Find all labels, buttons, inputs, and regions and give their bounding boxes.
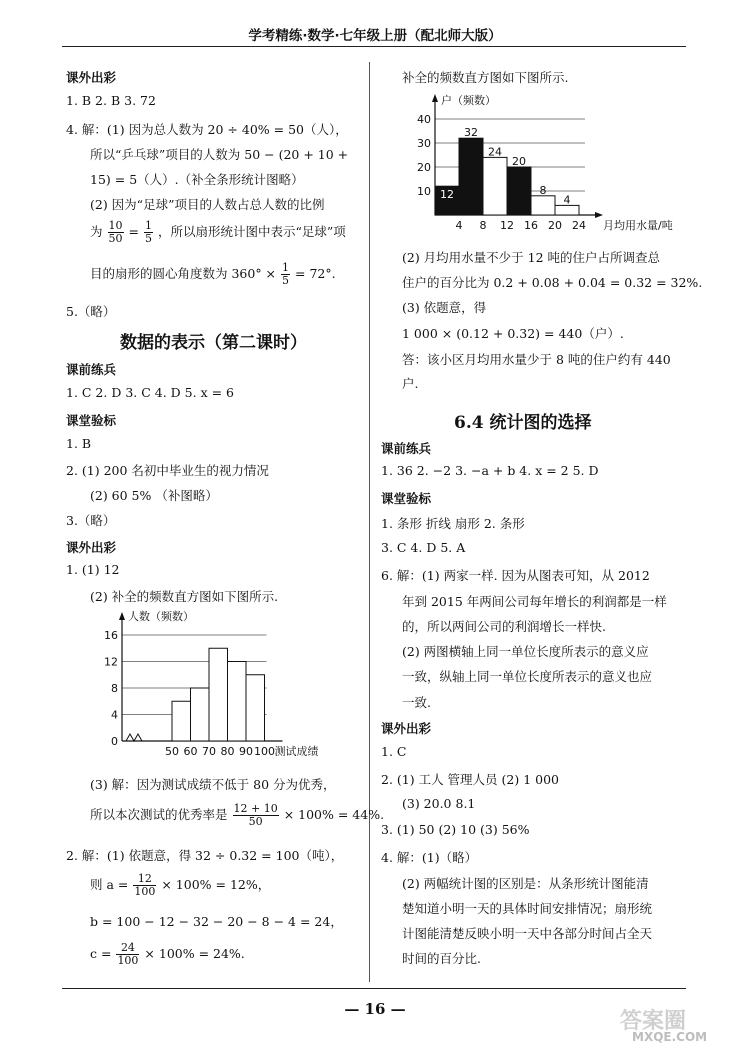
y-tick-label: 12 (104, 655, 118, 669)
section-heading: 课外出彩 (66, 70, 117, 85)
answer-line: 1. C (381, 744, 407, 759)
answer-line: 1. (1) 12 (66, 562, 120, 577)
answer-line: 所以“乒乓球”项目的人数为 50 − (20 + 10 + (90, 147, 349, 162)
histogram-bar (246, 675, 265, 741)
x-axis-arrow (595, 212, 603, 218)
answer-line: 住户的百分比为 0.2 + 0.08 + 0.04 = 0.32 = 32%. (402, 275, 703, 290)
section-title: 6.4 统计图的选择 (454, 413, 592, 433)
answer-line: 2. (1) 200 名初中毕业生的视力情况 (66, 463, 269, 478)
data-label: 8 (539, 183, 547, 197)
y-tick-label: 16 (104, 629, 118, 642)
axis-break (126, 734, 142, 741)
y-tick-label: 8 (111, 682, 118, 695)
data-label: 32 (464, 126, 478, 140)
histogram-bar (172, 701, 191, 741)
answer-line: (2) 因为“足球”项目的人数占总人数的比例 (90, 197, 325, 212)
histogram-bar (209, 648, 228, 741)
answer-line: 1. B (66, 436, 92, 451)
x-tick-label: 24 (572, 219, 586, 232)
answer-line: (2) 60 5% （补图略） (90, 488, 218, 503)
x-tick-label: 16 (524, 219, 538, 232)
answer-line: 1. 条形 折线 扇形 2. 条形 (381, 516, 525, 531)
y-tick-label: 10 (417, 185, 431, 198)
fraction: $\frac{1}{5}$ (282, 261, 290, 287)
answer-line: 1. B 2. B 3. 72 (66, 93, 156, 108)
answer-line: 15) = 5（人）.（补全条形统计图略） (90, 172, 304, 187)
histogram-bar (483, 157, 507, 215)
y-axis-arrow (432, 94, 438, 102)
y-tick-label: 20 (417, 161, 431, 174)
fraction: $\frac{12 + 10}{50}$ (233, 802, 278, 828)
page-number: — 16 — (344, 1000, 406, 1018)
answer-line: 1. C 2. D 3. C 4. D 5. x = 6 (66, 385, 234, 400)
x-tick-label: 90 (239, 745, 253, 756)
histogram-bar (555, 205, 579, 215)
x-tick-label: 50 (165, 745, 179, 756)
x-tick-label: 70 (202, 745, 216, 756)
x-axis-label: 测试成绩 (274, 745, 319, 756)
answer-line: 户. (402, 376, 419, 391)
section-heading: 课外出彩 (381, 721, 432, 736)
answer-line: (2) 两幅统计图的区别是：从条形统计图能清 (402, 876, 649, 891)
watermark-logo: 答案圈 (620, 1009, 687, 1034)
answer-line: 楚知道小明一天的具体时间安排情况；扇形统 (402, 901, 653, 916)
answer-line: 一致，纵轴上同一单位长度所表示的意义也应 (402, 669, 653, 684)
x-tick-label: 12 (500, 219, 514, 232)
answer-line: 3. (1) 50 (2) 10 (3) 56% (381, 822, 530, 837)
answer-line-fraction: 目的扇形的圆心角度数为 360° × $\frac{1}{5}$ = 72°. (90, 261, 336, 287)
x-tick-label: 4 (455, 219, 463, 232)
data-label: 20 (512, 155, 526, 168)
answer-line: (2) 两图横轴上同一单位长度所表示的意义应 (402, 644, 649, 659)
answer-line: 4. 解：(1) 因为总人数为 20 ÷ 40% = 50（人）， (66, 122, 348, 137)
answer-line: 1 000 × (0.12 + 0.32) = 440（户）. (402, 326, 624, 341)
y-axis-arrow (119, 612, 125, 620)
y-tick-label: 4 (111, 708, 118, 722)
answer-line: (2) 补全的频数直方图如下图所示. (90, 589, 279, 604)
answer-line: (2) 月均用水量不少于 12 吨的住户占所调查总 (402, 250, 661, 265)
answer-line: 年到 2015 年两间公司每年增长的利润都是一样 (402, 594, 667, 609)
histogram-water-usage (405, 90, 690, 240)
answer-line: 答：该小区月均用水量少于 8 吨的住户约有 440 (402, 352, 671, 367)
histogram-bar (459, 138, 483, 215)
page-header: 学考精练·数学·七年级上册（配北师大版） (248, 28, 502, 44)
x-tick-label: 80 (220, 745, 235, 756)
y-tick-label: 40 (417, 113, 431, 126)
answer-line-fraction: 则 a = $\frac{12}{100}$ × 100% = 12%， (90, 872, 271, 898)
answer-line: 时间的百分比. (402, 951, 481, 966)
fraction: $\frac{10}{50}$ (108, 219, 123, 245)
data-label: 4 (563, 193, 571, 207)
answer-line: 2. (1) 工人 管理人员 (2) 1 000 (381, 772, 559, 787)
histogram-bar (531, 196, 555, 215)
answer-line: 一致. (402, 695, 431, 710)
y-tick-label: 0 (111, 735, 118, 748)
footer-rule (62, 988, 686, 989)
y-tick-label: 30 (417, 137, 431, 150)
answer-line: (3) 解：因为测试成绩不低于 80 分为优秀， (90, 777, 336, 792)
answer-line: b = 100 − 12 − 32 − 20 − 8 − 4 = 24， (90, 914, 343, 929)
x-tick-label: 100 (254, 745, 275, 756)
histogram-test-scores (92, 606, 362, 756)
section-heading: 课前练兵 (66, 362, 117, 377)
column-divider (369, 62, 370, 982)
section-title: 数据的表示（第二课时） (120, 333, 307, 353)
histogram-bar (507, 167, 531, 215)
y-axis-label: 人数（频数） (128, 610, 194, 623)
fraction: $\frac{1}{5}$ (144, 219, 152, 245)
x-tick-label: 20 (548, 219, 562, 232)
header-rule (62, 46, 686, 47)
answer-line-fraction: 为 $\frac{10}{50}$ = $\frac{1}{5}$ ，所以扇形统计图中表示“足球”项 (90, 219, 346, 245)
data-label: 24 (488, 145, 502, 159)
answer-line: 补全的频数直方图如下图所示. (402, 70, 569, 85)
section-heading: 课前练兵 (381, 441, 432, 456)
answer-line: 2. 解：(1) 依题意，得 32 ÷ 0.32 = 100（吨）， (66, 848, 344, 863)
answer-line-fraction: 所以本次测试的优秀率是 $\frac{12 + 10}{50}$ × 100% = 44%. (90, 802, 385, 828)
answer-line: 计图能清楚反映小明一天中各部分时间占全天 (402, 926, 653, 941)
answer-line: 3.（略） (66, 513, 116, 528)
watermark-url: MXQE.COM (632, 1030, 708, 1044)
section-heading: 课堂验标 (381, 491, 432, 506)
answer-line: 4. 解：(1)（略） (381, 850, 478, 865)
data-label: 12 (440, 188, 454, 202)
x-axis-label: 月均用水量/吨 (603, 219, 673, 232)
answer-line: (3) 依题意，得 (402, 300, 487, 315)
answer-line-fraction: c = $\frac{24}{100}$ × 100% = 24%. (90, 941, 245, 967)
section-heading: 课外出彩 (66, 540, 117, 555)
answer-line: (3) 20.0 8.1 (402, 796, 476, 811)
fraction: $\frac{12}{100}$ (134, 872, 156, 898)
answer-line: 的，所以两间公司的利润增长一样快. (402, 619, 606, 634)
y-axis-label: 户（频数） (441, 94, 496, 107)
answer-line: 6. 解：(1) 两家一样. 因为从图表可知，从 2012 (381, 568, 650, 583)
x-tick-label: 8 (479, 219, 487, 232)
answer-line: 5.（略） (66, 304, 116, 319)
answer-line: 1. 36 2. −2 3. −a + b 4. x = 2 5. D (381, 463, 599, 478)
answer-line: 3. C 4. D 5. A (381, 540, 466, 555)
histogram-bar (191, 688, 210, 741)
fraction: $\frac{24}{100}$ (117, 941, 139, 967)
x-tick-label: 60 (183, 745, 198, 756)
histogram-bar (228, 662, 247, 742)
section-heading: 课堂验标 (66, 413, 117, 428)
